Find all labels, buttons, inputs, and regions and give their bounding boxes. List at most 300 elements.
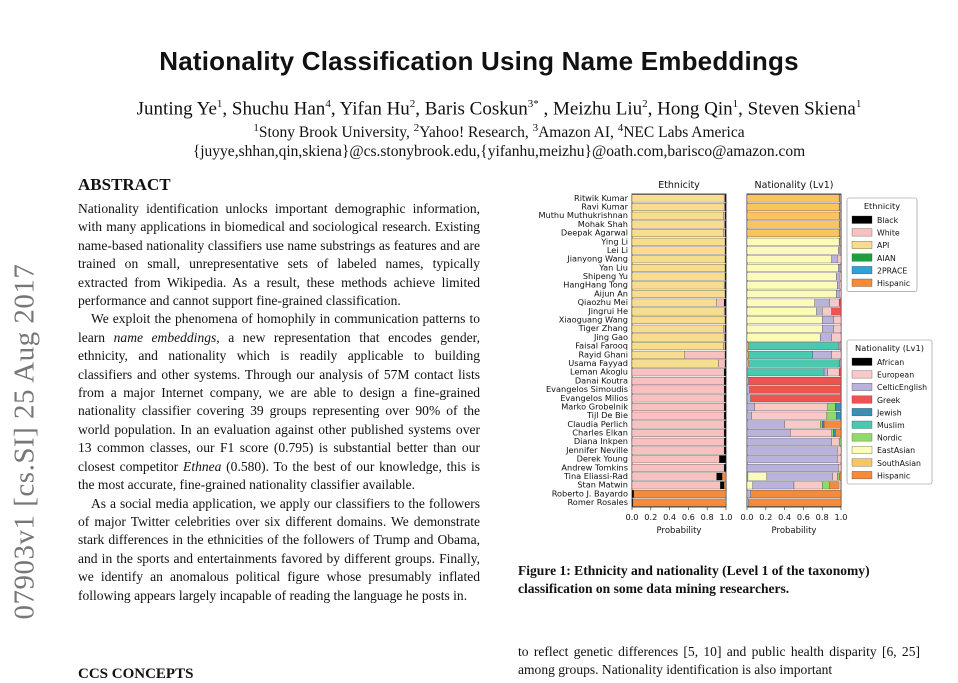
bar-segment — [747, 455, 837, 462]
x-tick-label: 0.8 — [700, 512, 714, 522]
legend-swatch — [852, 241, 872, 249]
affiliation-name: Amazon AI — [538, 124, 610, 142]
category-label: Derek Young — [576, 453, 628, 464]
arxiv-sidebar-id: 07903v1 [cs.SI] 25 Aug 2017 — [8, 263, 41, 620]
bar-segment — [836, 412, 841, 419]
category-label: Jingrui He — [588, 305, 628, 316]
bar-segment — [838, 247, 840, 254]
bar-segment — [747, 325, 822, 332]
category-label: Jennifer Neville — [566, 444, 628, 455]
bar-segment — [747, 429, 790, 436]
abstract-paragraph-2 — [78, 310, 480, 494]
bar-segment — [632, 308, 724, 315]
bar-segment — [725, 308, 726, 315]
x-tick-label: 0.2 — [644, 512, 658, 522]
bar-segment — [632, 386, 724, 393]
bar-segment — [749, 499, 841, 506]
bar-segment — [723, 325, 725, 332]
bar-segment — [725, 342, 726, 349]
bar-segment — [722, 473, 726, 480]
bar-segment — [723, 342, 725, 349]
author-name: Meizhu Liu — [552, 98, 643, 120]
legend-swatch — [852, 358, 872, 366]
bar-segment — [632, 438, 724, 445]
author-superscript: 1 — [855, 98, 862, 110]
x-tick-label: 1.0 — [834, 512, 848, 522]
bar-segment — [840, 238, 841, 245]
bar-segment — [717, 473, 723, 480]
category-label: Stan Matwin — [577, 479, 628, 490]
bar-segment — [839, 368, 841, 375]
author-superscript: 4 — [325, 98, 331, 110]
bar-segment — [835, 429, 841, 436]
author-superscript: 2 — [642, 98, 648, 110]
legend-swatch — [852, 254, 872, 261]
x-axis-label-1: Probability — [771, 526, 817, 536]
bar-segment — [725, 282, 726, 289]
bar-segment — [832, 438, 840, 445]
bar-segment — [833, 473, 838, 480]
bar-segment — [633, 499, 726, 506]
bar-segment — [820, 421, 822, 428]
legend-swatch — [852, 434, 872, 442]
bar-segment — [840, 360, 841, 367]
paper-title: Nationality Classification Using Name Embeddings — [159, 46, 799, 76]
bar-segment — [725, 334, 726, 341]
legend-entry: European — [877, 370, 915, 380]
bar-segment — [632, 377, 724, 384]
bar-segment — [723, 212, 725, 219]
category-label: Rayid Ghani — [578, 349, 628, 360]
category-label: Tijl De Bie — [586, 410, 628, 421]
bar-segment — [840, 264, 841, 271]
bar-segment — [840, 229, 841, 236]
bar-segment — [837, 447, 841, 454]
legend-entry: SouthAsian — [877, 458, 921, 468]
author-name: Hong Qin — [657, 98, 733, 120]
bar-segment — [724, 447, 726, 454]
bar-segment — [632, 273, 725, 280]
x-tick-label: 0.4 — [778, 512, 792, 522]
author-name: Steven Skiena — [747, 98, 856, 120]
bar-segment — [632, 325, 723, 332]
legend-swatch — [852, 266, 872, 274]
figure-caption: Figure 1: Ethnicity and nationality (Level 1 of the taxonomy) classification on some data mining researchers. — [518, 563, 870, 596]
affiliation-superscript: 3 — [532, 122, 539, 134]
category-label: Ying Li — [601, 236, 628, 247]
bar-segment — [725, 255, 726, 262]
x-tick-label: 0.6 — [681, 512, 695, 522]
bar-segment — [724, 412, 726, 419]
bar-segment — [632, 203, 724, 210]
right-column-paragraph: to reflect genetic differences [5, 10] and public health disparity [6, 25] among groups. Nationality identification is also important — [518, 644, 920, 678]
bar-segment — [724, 421, 726, 428]
bar-segment — [749, 360, 839, 367]
bar-segment — [753, 482, 794, 489]
bar-segment — [833, 316, 841, 323]
bar-segment — [838, 342, 840, 349]
bar-segment — [632, 334, 724, 341]
bar-segment — [836, 273, 839, 280]
affiliation-name: Stony Brook University — [258, 124, 406, 142]
bar-segment — [794, 482, 822, 489]
category-label: Leman Akoglu — [570, 366, 628, 377]
category-label: Danai Koutra — [574, 375, 628, 386]
bar-segment — [828, 368, 839, 375]
bar-segment — [725, 195, 726, 202]
affiliation-superscript: 2 — [413, 122, 420, 134]
bar-segment — [632, 247, 725, 254]
legend-swatch — [852, 279, 872, 287]
bar-segment — [724, 429, 726, 436]
bar-segment — [632, 229, 723, 236]
bar-segment — [725, 247, 726, 254]
bar-segment — [838, 264, 840, 271]
category-label: Lei Li — [606, 244, 628, 255]
category-label: HangHang Tong — [563, 279, 628, 290]
category-label: Diana Inkpen — [573, 436, 628, 447]
abstract-p2-part-b: , a new representation that encodes gender, ethnicity, and nationality which is readily applicable to building classifiers and other systems. Through our analysis of 57M contact lists from a major Internet company, we are able to design a fine-grained nationality classifier covering 39 groups representing over 90% of the world population. In an evaluation against other published systems over 13 common classes, our F1 score (0.795) is substantial better than our closest competitor — [78, 329, 480, 474]
bar-segment — [840, 247, 841, 254]
bar-segment — [632, 290, 725, 297]
affiliation-name: Yahoo! Research — [419, 124, 525, 142]
legend-entry: 2PRACE — [877, 266, 908, 276]
affiliations: $^1$Stony Brook University, $^2$Yahoo! Research, $^3$Amazon AI, $^4$NEC Labs America — [253, 122, 745, 142]
bar-segment — [832, 255, 838, 262]
bar-segment — [724, 403, 726, 410]
category-label: Faisal Farooq — [575, 340, 628, 351]
bar-segment — [725, 360, 726, 367]
bar-segment — [832, 308, 841, 315]
bar-segment — [632, 299, 717, 306]
bar-segment — [747, 247, 838, 254]
chart-title-1: Nationality (Lv1) — [754, 180, 834, 191]
bar-segment — [747, 395, 751, 402]
category-label: Deepak Agarwal — [560, 227, 628, 238]
bar-segment — [751, 490, 841, 497]
bar-segment — [725, 203, 726, 210]
bar-segment — [767, 473, 833, 480]
bar-segment — [747, 238, 839, 245]
bar-segment — [790, 429, 831, 436]
bar-segment — [751, 395, 841, 402]
bar-segment — [719, 455, 726, 462]
bar-segment — [725, 316, 726, 323]
legend-swatch — [852, 459, 872, 467]
legend-swatch — [852, 396, 872, 404]
bar-segment — [837, 255, 841, 262]
bar-segment — [724, 386, 726, 393]
bar-segment — [828, 403, 836, 410]
bar-segment — [839, 473, 841, 480]
bar-segment — [632, 429, 724, 436]
bar-segment — [824, 368, 828, 375]
bar-segment — [747, 334, 820, 341]
bar-segment — [724, 395, 726, 402]
category-label: Ritwik Kumar — [574, 192, 628, 203]
legend-swatch — [852, 229, 872, 237]
category-label: Xiaoguang Wang — [558, 314, 628, 325]
bar-segment — [747, 273, 836, 280]
bar-segment — [747, 412, 752, 419]
bar-segment — [747, 229, 839, 236]
bar-segment — [755, 403, 828, 410]
category-label: Ravi Kumar — [581, 201, 628, 212]
category-label: Jing Gao — [593, 331, 628, 342]
bar-segment — [634, 490, 726, 497]
legend-swatch — [852, 371, 872, 379]
abstract-p2-emphasis-2: Ethnea — [183, 458, 222, 474]
bar-segment — [833, 325, 841, 332]
category-label: Tina Eliassi-Rad — [563, 471, 628, 482]
bar-segment — [747, 316, 822, 323]
bar-segment — [813, 351, 832, 358]
bar-segment — [632, 473, 717, 480]
bar-segment — [747, 464, 838, 471]
bar-segment — [632, 403, 724, 410]
bar-segment — [840, 221, 841, 228]
bar-segment — [837, 473, 839, 480]
author-superscript: 1 — [732, 98, 739, 110]
bar-segment — [725, 290, 726, 297]
bar-segment — [632, 464, 724, 471]
legend-swatch — [852, 421, 872, 429]
legend-swatch — [852, 383, 872, 391]
bar-segment — [749, 351, 813, 358]
chart-title-0: Ethnicity — [658, 180, 700, 191]
bar-segment — [632, 360, 718, 367]
bar-segment — [725, 229, 726, 236]
author-name: Yifan Hu — [339, 98, 410, 120]
category-label: Yan Liu — [599, 262, 628, 273]
bar-segment — [830, 482, 839, 489]
bar-segment — [725, 264, 726, 271]
abstract-paragraph-1: Nationality identification unlocks important demographic information, with many applications in biomedical and sociological research. Existing name-based nationality classifiers use name substrings as features and are trained on small, unrepresentative sets of labeled names, typically extracted from Wikipedia. As a result, these methods achieve limited performance and cannot support fine-grained classification. — [78, 201, 480, 309]
bar-segment — [720, 482, 724, 489]
abstract-body — [78, 200, 480, 605]
legend-swatch — [852, 216, 872, 224]
abstract-p2-part-c: (0.580). To the best of our knowledge, this is the most accurate, fine-grained nationality classifier available. — [78, 458, 480, 493]
bar-segment — [747, 368, 824, 375]
bar-segment — [632, 482, 720, 489]
author-emails: {juyye,shhan,qin,skiena}@cs.stonybrook.edu,{yifanhu,meizhu}@oath.com,barisco@amazon.com — [192, 143, 806, 160]
bar-segment — [839, 282, 841, 289]
bar-segment — [824, 421, 841, 428]
bar-segment — [835, 403, 841, 410]
bar-segment — [837, 282, 839, 289]
bar-segment — [747, 360, 749, 367]
bar-segment — [839, 290, 841, 297]
bar-segment — [632, 447, 724, 454]
author-superscript: 1 — [216, 98, 223, 110]
bar-segment — [747, 264, 838, 271]
bar-segment — [747, 499, 749, 506]
category-label: Marko Grobelnik — [561, 401, 628, 412]
bar-segment — [749, 342, 838, 349]
bar-segment — [724, 368, 726, 375]
bar-segment — [747, 195, 839, 202]
legend-entry: Hispanic — [877, 279, 911, 288]
affiliation-superscript: 1 — [253, 122, 259, 134]
category-label: Claudia Perlich — [567, 418, 628, 429]
category-label: Romer Rosales — [567, 497, 628, 508]
legend-entry: White — [877, 228, 900, 238]
bar-segment — [827, 412, 836, 419]
bar-segment — [747, 482, 753, 489]
bar-segment — [725, 221, 726, 228]
legend-entry: AIAN — [877, 253, 896, 263]
bar-segment — [747, 299, 815, 306]
bar-segment — [839, 299, 841, 306]
bar-segment — [725, 273, 726, 280]
legend-entry: API — [877, 241, 890, 251]
author-superscript: 3* — [527, 98, 539, 110]
figure-1-chart — [518, 176, 938, 538]
category-label: Charles Elkan — [572, 427, 628, 438]
bar-segment — [838, 464, 841, 471]
nationality-legend-title: Nationality (Lv1) — [855, 343, 924, 353]
bar-segment — [685, 351, 725, 358]
bar-segment — [747, 290, 836, 297]
bar-segment — [632, 316, 725, 323]
x-tick-label: 0.2 — [759, 512, 773, 522]
bar-segment — [833, 429, 835, 436]
abstract-heading: ABSTRACT — [78, 175, 171, 194]
legend-entry: African — [877, 358, 905, 367]
bar-segment — [817, 308, 823, 315]
legend-entry: Nordic — [877, 433, 903, 443]
bar-segment — [632, 282, 724, 289]
bar-segment — [632, 195, 724, 202]
author-superscript: 2 — [409, 98, 416, 110]
category-label: Evangelos Simoudis — [546, 384, 628, 395]
bar-segment — [832, 429, 834, 436]
bar-segment — [724, 377, 726, 384]
bar-segment — [837, 455, 841, 462]
category-label: Jianyong Wang — [567, 253, 628, 264]
bar-segment — [839, 273, 841, 280]
bar-segment — [832, 351, 841, 358]
abstract-p2-part-a: We exploit the phenomena of homophily in communication patterns to learn — [78, 311, 480, 345]
bar-segment — [632, 342, 723, 349]
bar-segment — [840, 212, 841, 219]
bar-segment — [725, 325, 726, 332]
affiliation-name: NEC Labs America — [623, 124, 745, 142]
legend-entry: Greek — [877, 395, 901, 405]
bar-segment — [820, 334, 831, 341]
bar-segment — [832, 334, 841, 341]
bar-segment — [747, 221, 839, 228]
category-label: Roberto J. Bayardo — [551, 488, 628, 499]
bar-segment — [836, 290, 839, 297]
bar-segment — [747, 342, 749, 349]
bar-segment — [747, 377, 749, 384]
bar-segment — [749, 377, 841, 384]
bar-segment — [632, 221, 724, 228]
bar-segment — [747, 421, 785, 428]
abstract-paragraph-3: As a social media application, we apply our classifiers to the followers of major Twitter celebrities over six different domains. We demonstrate stark differences in the ethnicities of the followers of Trump and Obama, and in the sports and entertainments favored by different groups. Finally, we identify an anomalous political figure whose presumably inflated following appears largely incapable of reading the language he posts in. — [78, 495, 480, 603]
legend-entry: EastAsian — [877, 446, 916, 456]
bar-segment — [747, 447, 837, 454]
bar-segment — [785, 421, 821, 428]
bar-segment — [747, 282, 837, 289]
legend-entry: Black — [877, 216, 899, 225]
category-label: Usama Fayyad — [568, 357, 628, 368]
x-tick-label: 0.6 — [796, 512, 810, 522]
x-axis-label-0: Probability — [656, 526, 702, 536]
category-label: Shipeng Yu — [582, 271, 628, 282]
x-tick-label: 0.0 — [625, 512, 639, 522]
affiliation-superscript: 4 — [617, 122, 624, 134]
bar-segment — [752, 412, 827, 419]
ethnicity-legend-title: Ethnicity — [863, 201, 901, 211]
bar-segment — [750, 386, 841, 393]
category-label: Aijun An — [594, 288, 628, 299]
x-tick-label: 0.8 — [815, 512, 829, 522]
bar-segment — [747, 386, 750, 393]
bar-segment — [747, 351, 749, 358]
abstract-p2-emphasis: name embeddings — [113, 329, 217, 345]
bar-segment — [747, 403, 755, 410]
bar-segment — [632, 264, 725, 271]
bar-segment — [840, 195, 841, 202]
legend-swatch — [852, 446, 872, 454]
bar-segment — [747, 490, 751, 497]
bar-segment — [632, 255, 725, 262]
bar-segment — [822, 316, 833, 323]
bar-segment — [747, 308, 817, 315]
bar-segment — [747, 255, 832, 262]
ccs-heading: CCS CONCEPTS — [78, 666, 194, 682]
bar-segment — [822, 325, 833, 332]
bar-segment — [822, 421, 824, 428]
bar-segment — [830, 299, 839, 306]
bar-segment — [723, 229, 725, 236]
x-tick-label: 0.4 — [663, 512, 677, 522]
bar-segment — [725, 351, 726, 358]
category-label: Qiaozhu Mei — [577, 297, 628, 308]
legend-entry: CelticEnglish — [877, 383, 928, 393]
legend-entry: Muslim — [877, 421, 905, 430]
bar-segment — [815, 299, 830, 306]
bar-segment — [717, 299, 725, 306]
bar-segment — [725, 238, 726, 245]
x-tick-label: 0.0 — [740, 512, 754, 522]
bar-segment — [822, 482, 830, 489]
bar-segment — [632, 421, 724, 428]
bar-segment — [840, 203, 841, 210]
bar-segment — [747, 212, 839, 219]
bar-segment — [725, 212, 726, 219]
bar-segment — [718, 360, 725, 367]
category-label: Mohak Shah — [577, 218, 628, 229]
bar-segment — [632, 490, 634, 497]
bar-segment — [632, 412, 724, 419]
bar-segment — [724, 482, 726, 489]
bar-segment — [822, 308, 831, 315]
bar-segment — [632, 238, 725, 245]
bar-segment — [840, 342, 841, 349]
legend-entry: Jewish — [877, 408, 902, 418]
bar-segment — [632, 395, 724, 402]
category-label: Andrew Tomkins — [561, 462, 628, 473]
bar-segment — [632, 455, 719, 462]
legend-entry: Hispanic — [877, 471, 911, 481]
bar-segment — [632, 351, 685, 358]
bar-segment — [724, 464, 726, 471]
x-tick-label: 1.0 — [719, 512, 733, 522]
legend-swatch — [852, 471, 872, 479]
